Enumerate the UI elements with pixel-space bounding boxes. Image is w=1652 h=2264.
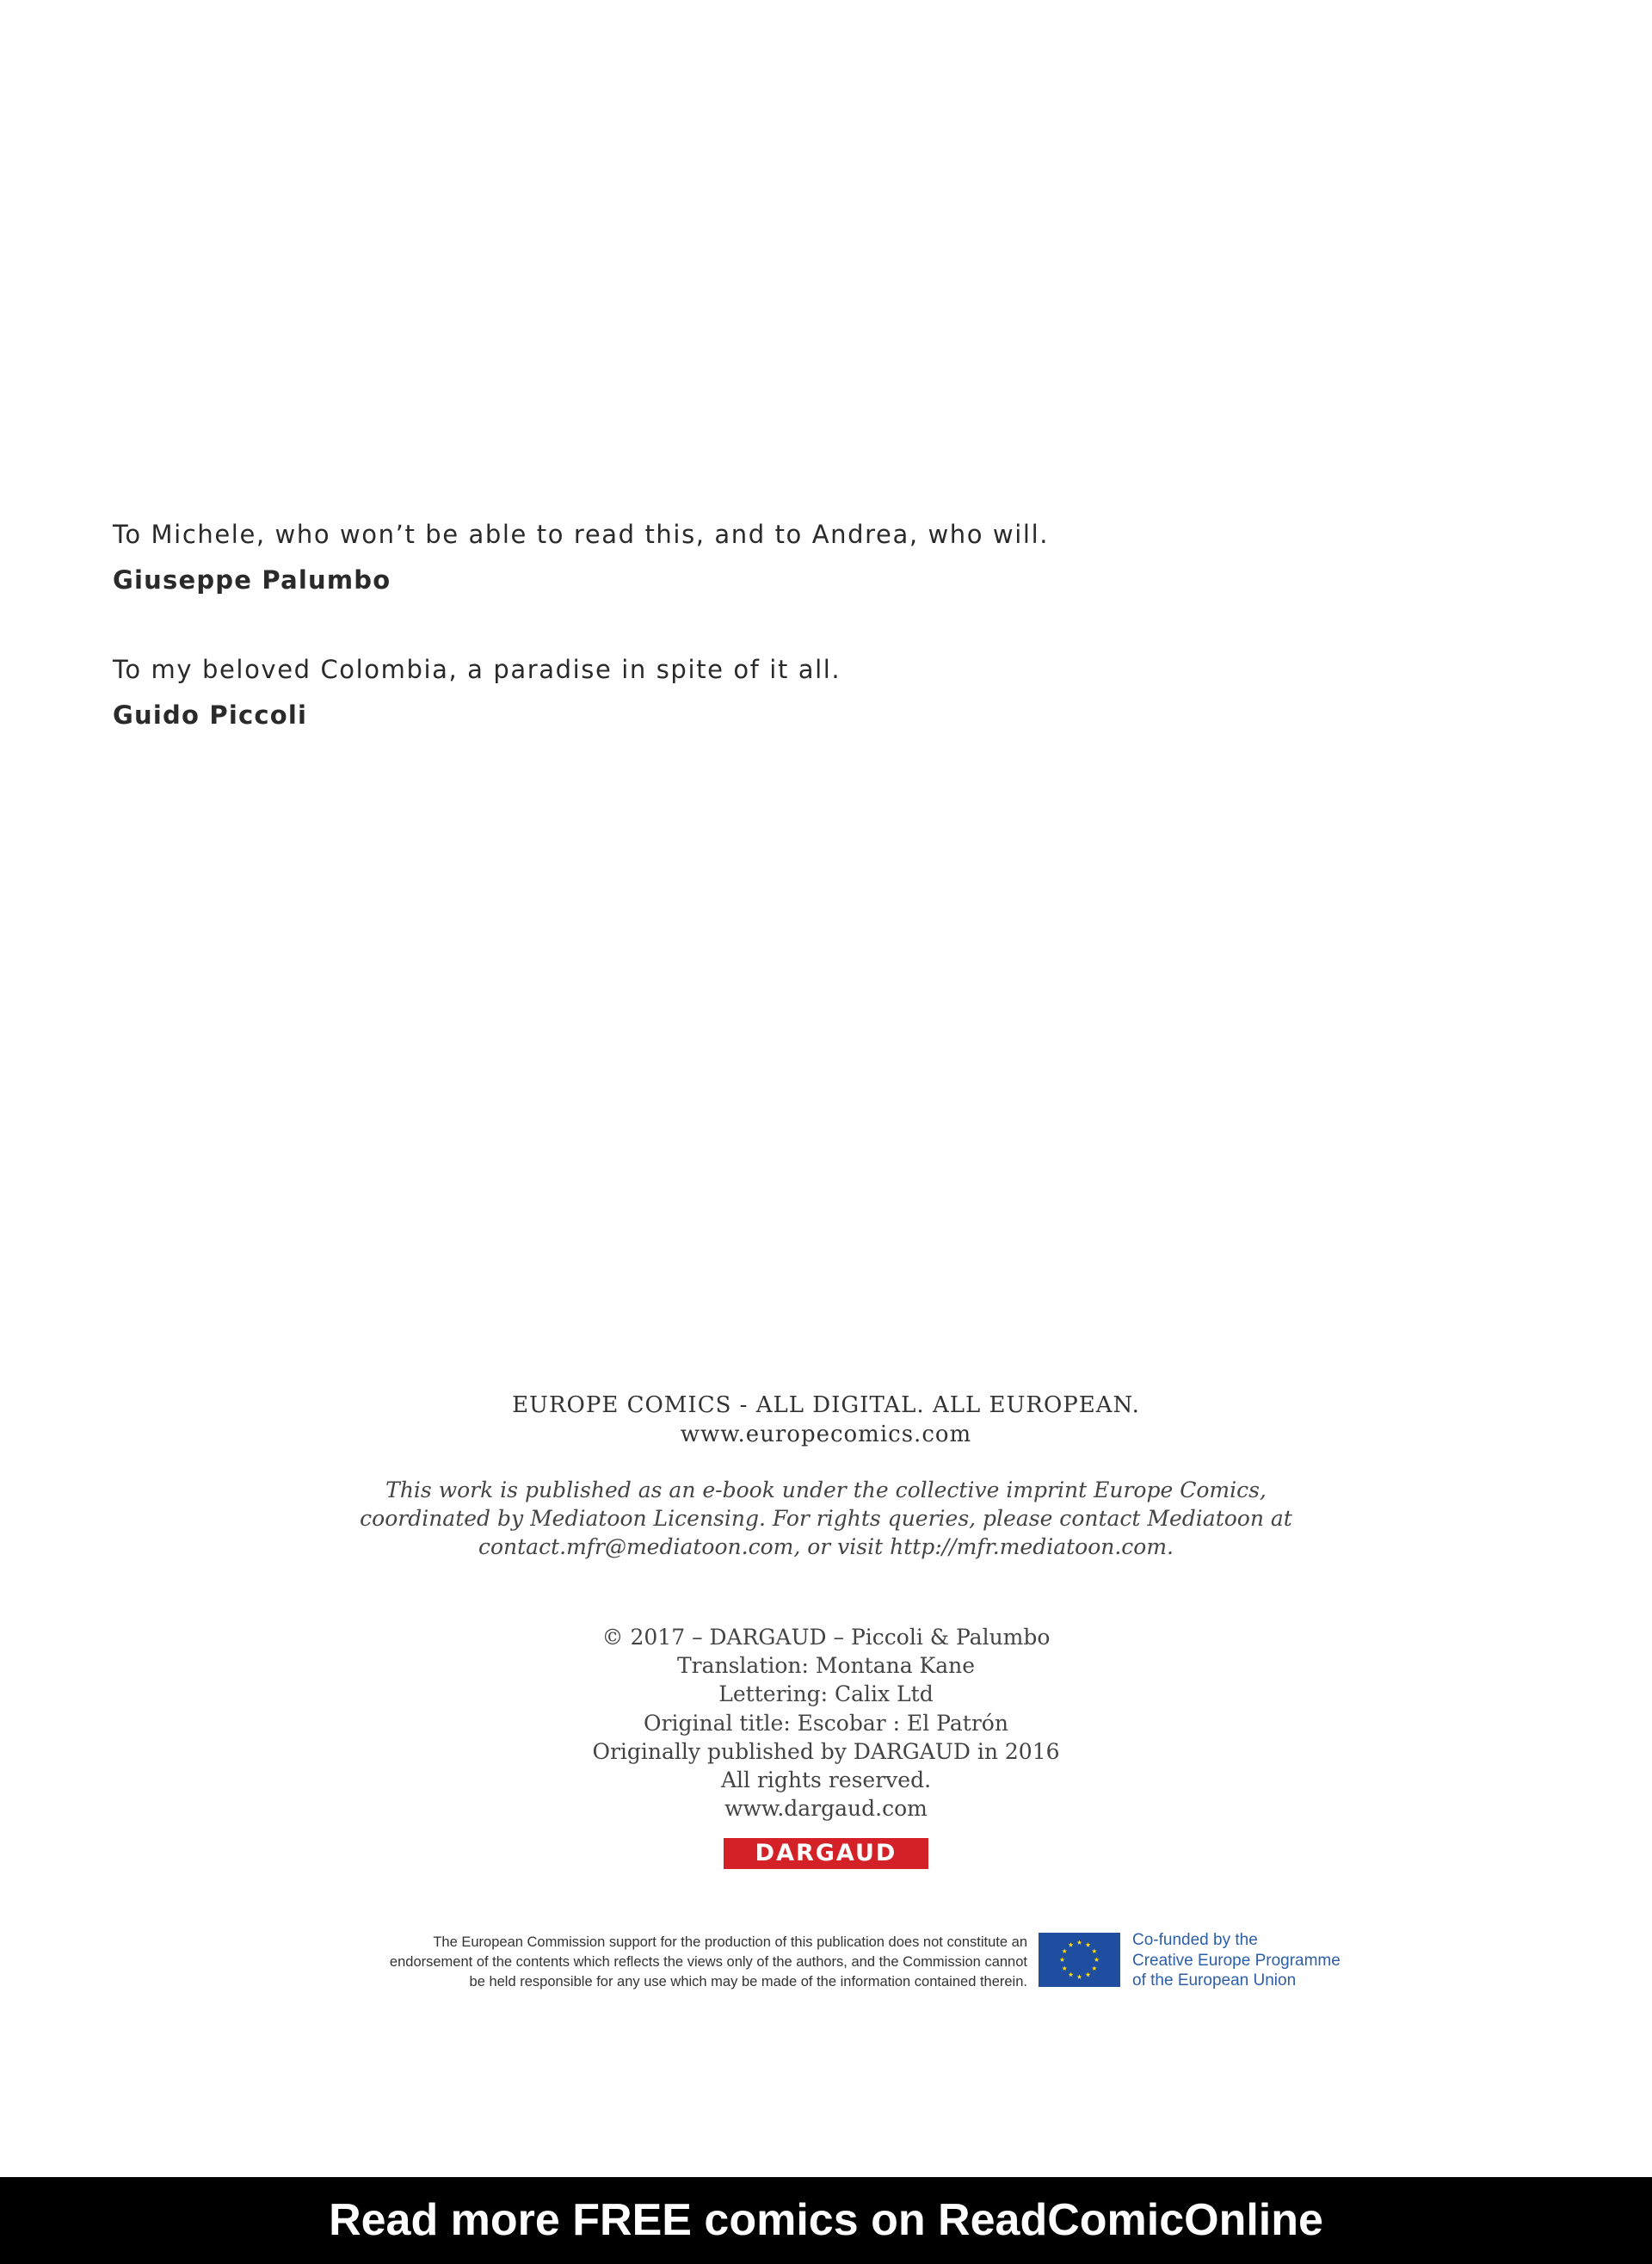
- eu-star-icon: [1086, 1942, 1091, 1946]
- original-title: Original title: Escobar : El Patrón: [644, 1710, 1008, 1736]
- dedication-author-palumbo: Giuseppe Palumbo: [113, 565, 391, 595]
- eu-star-icon: [1060, 1958, 1065, 1962]
- translation-credit: Translation: Montana Kane: [676, 1653, 976, 1679]
- read-more-banner[interactable]: Read more FREE comics on ReadComicOnline: [0, 2177, 1652, 2264]
- notice-line: contact.mfr@mediatoon.com, or visit http://mfr.mediatoon.com.: [478, 1534, 1174, 1559]
- eu-cofunded-text: [1132, 1930, 1341, 1991]
- cofunded-line: Co-funded by the: [1132, 1931, 1258, 1949]
- disclaimer-line: The European Commission support for the production of this publication does not constitute an: [433, 1934, 1027, 1950]
- dedication-text-palumbo: To Michele, who won’t be able to read this, and to Andrea, who will.: [113, 520, 1050, 549]
- eu-star-icon: [1086, 1972, 1091, 1977]
- dedication-author-piccoli: Guido Piccoli: [113, 700, 308, 730]
- imprint-website-link[interactable]: www.europecomics.com: [680, 1422, 972, 1447]
- notice-line: This work is published as an e-book under the collective imprint Europe Comics,: [385, 1477, 1267, 1502]
- eu-disclaimer: [390, 1933, 1027, 1992]
- disclaimer-line: be held responsible for any use which may be made of the information contained therein.: [469, 1974, 1027, 1989]
- eu-star-icon: [1062, 1949, 1067, 1953]
- lettering-credit: Lettering: Calix Ltd: [718, 1681, 934, 1707]
- disclaimer-line: endorsement of the contents which reflects the views only of the authors, and the Commission cannot: [389, 1954, 1027, 1970]
- cofunded-line: Creative Europe Programme: [1132, 1951, 1341, 1970]
- eu-star-icon: [1069, 1942, 1074, 1946]
- eu-star-icon: [1062, 1966, 1067, 1971]
- eu-star-icon: [1077, 1940, 1082, 1945]
- rights-block: [0, 1623, 1652, 1823]
- eu-star-icon: [1077, 1975, 1082, 1979]
- dargaud-logo: DARGAUD: [724, 1838, 928, 1869]
- imprint-header: [0, 1391, 1652, 1449]
- eu-flag-icon: [1039, 1933, 1120, 1987]
- dedication-text-piccoli: To my beloved Colombia, a paradise in spite of it all.: [113, 655, 841, 684]
- copyright-line: © 2017 – DARGAUD – Piccoli & Palumbo: [601, 1625, 1051, 1650]
- imprint-notice: [0, 1476, 1652, 1561]
- eu-star-icon: [1069, 1972, 1074, 1977]
- imprint-tagline: EUROPE COMICS - ALL DIGITAL. ALL EUROPEAN.: [512, 1392, 1140, 1418]
- notice-line: coordinated by Mediatoon Licensing. For rights queries, please contact Mediatoon at: [360, 1506, 1292, 1531]
- publisher-website-link[interactable]: www.dargaud.com: [724, 1796, 928, 1822]
- original-publication: Originally published by DARGAUD in 2016: [592, 1738, 1060, 1764]
- eu-star-icon: [1094, 1958, 1100, 1962]
- eu-star-icon: [1092, 1949, 1097, 1953]
- eu-star-icon: [1092, 1966, 1097, 1971]
- cofunded-line: of the European Union: [1132, 1971, 1297, 1989]
- rights-reserved: All rights reserved.: [720, 1767, 932, 1793]
